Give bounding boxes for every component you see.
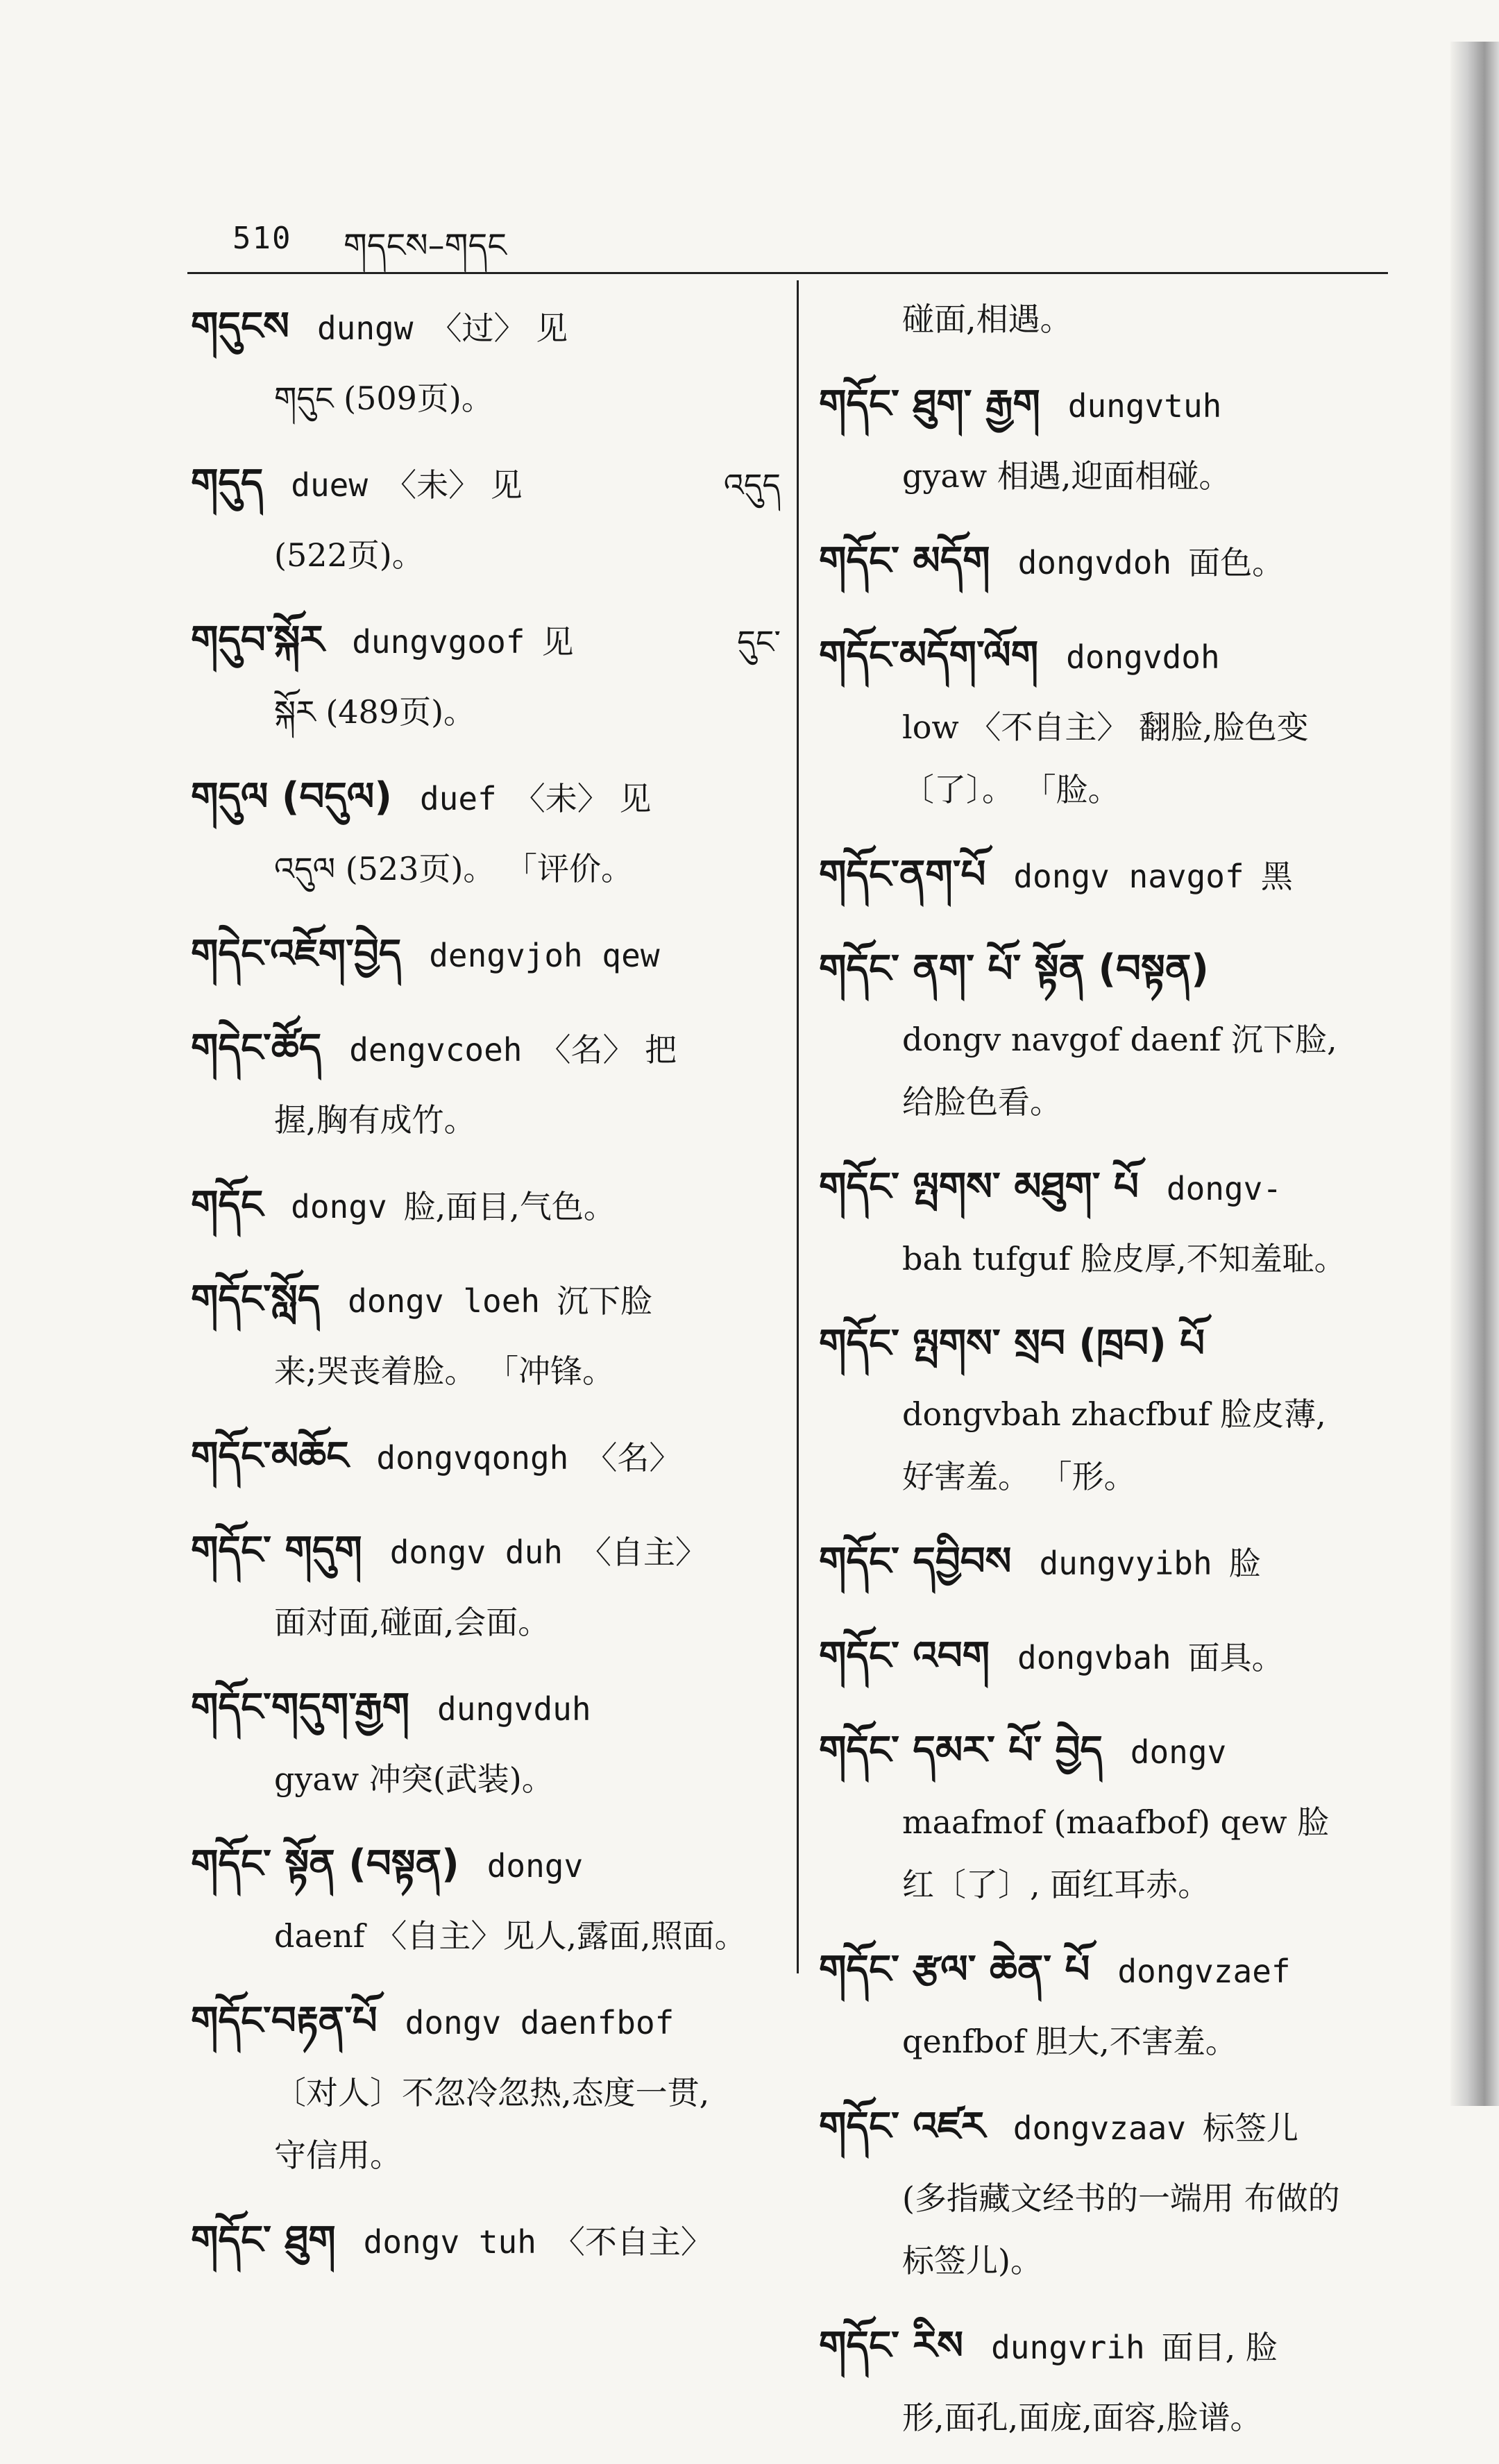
entry-headline — [819, 1148, 1395, 1227]
dictionary-entry — [191, 1166, 781, 1246]
column-divider — [797, 280, 799, 1973]
definition-continuation: (多指藏文经书的一端用 布做的 — [902, 2180, 1340, 2217]
dictionary-entry — [191, 1669, 781, 1810]
definition-continuation: 来;哭丧着脸。 「冲锋。 — [274, 1352, 615, 1390]
romanization: dongv navgof — [1013, 858, 1244, 895]
dictionary-entry — [819, 1148, 1395, 1290]
tibetan-headword: གདོང་ མདོག — [819, 538, 990, 584]
tibetan-headword: གདོང་ ལྤགས་ སྲབ (ཁྲབ) པོ — [819, 1321, 1205, 1366]
definition-continuation: གདུང (509页)。 — [274, 380, 493, 417]
entry-headline — [819, 1305, 1395, 1383]
definition-continuation: 握,胸有成竹。 — [274, 1101, 476, 1139]
definition-text: 〈名〉 — [585, 1439, 681, 1477]
romanization: dongvqongh — [376, 1439, 569, 1477]
tibetan-headword: གདོང་མདོག་ལོག — [819, 633, 1039, 678]
romanization: dongv loeh — [348, 1282, 541, 1320]
dictionary-entry — [191, 1826, 781, 1967]
tibetan-headword: གདོང་ ཐུག — [191, 2218, 336, 2263]
dictionary-entry — [191, 1982, 781, 2186]
tibetan-headword: གདེང་འཇོག་བྱེད — [191, 931, 402, 976]
definition-continuation: qenfbof 胆大,不害羞。 — [902, 2023, 1237, 2060]
definition-continuation: འདུལ (523页)。 「评价。 — [274, 850, 634, 887]
tibetan-headword: གདོང་ ཐུག་ རྒྱག — [819, 382, 1040, 427]
dictionary-entry — [191, 915, 781, 994]
romanization: dungw — [316, 309, 414, 347]
tibetan-headword: གདུལ (བདུལ) — [191, 774, 392, 819]
romanization: dongv tuh — [363, 2223, 536, 2261]
definition-continuation: 碰面,相遇。 — [902, 300, 1072, 338]
tibetan-headword: གདོང — [191, 1182, 264, 1227]
entry-headline — [819, 1617, 1395, 1697]
tibetan-headword: གདོང་ འཛར — [819, 2104, 985, 2149]
dictionary-entry — [819, 1931, 1395, 2073]
entry-headline — [191, 2202, 781, 2281]
definition-continuation: སྐོར (489页)。 — [274, 693, 476, 731]
dictionary-entry — [191, 1261, 781, 1402]
dictionary-entry — [819, 1712, 1395, 1916]
entry-headline — [819, 522, 1395, 602]
definition-text: 脸,面目,气色。 — [403, 1188, 616, 1225]
definition-continuation: 标签儿)。 — [902, 2242, 1042, 2279]
entry-headline — [191, 915, 781, 994]
romanization: dongv daenfbof — [405, 2004, 675, 2041]
dictionary-entry — [819, 1523, 1395, 1602]
romanization: dongvzaav — [1013, 2109, 1186, 2147]
dictionary-entry — [191, 602, 781, 743]
tibetan-headword: གདོང་ འབག — [819, 1633, 990, 1679]
tibetan-headword: གདོང་མཆོང — [191, 1434, 349, 1479]
definition-text: 脸 — [1228, 1545, 1261, 1582]
romanization: dongvdoh — [1066, 638, 1220, 676]
romanization: dungvgoof — [352, 623, 525, 661]
dictionary-entry — [819, 366, 1395, 507]
dictionary-entry — [819, 1305, 1395, 1508]
dictionary-entry — [819, 2088, 1395, 2292]
definition-continuation: 〔对人〕不忽冷忽热,态度一贯, — [274, 2074, 710, 2112]
tibetan-headword: གདོང་ རྩལ་ ཆེན་ པོ — [819, 1947, 1090, 1992]
definition-text: 〈未〉 见 — [384, 466, 523, 504]
entry-headline — [191, 1669, 781, 1748]
entry-headline — [191, 602, 781, 681]
tibetan-headword: གདུབ་སྐོར — [191, 618, 325, 663]
entry-headline — [819, 1931, 1395, 2010]
definition-continuation: 给脸色看。 — [902, 1083, 1062, 1121]
romanization: dongv — [486, 1847, 584, 1885]
dictionary-entry — [191, 758, 781, 900]
definition-continuation: gyaw 冲突(武装)。 — [274, 1760, 554, 1798]
cross-reference: དུང་ — [737, 623, 781, 661]
dictionary-entry — [191, 2202, 781, 2281]
definition-continuation: 面对面,碰面,会面。 — [274, 1604, 550, 1641]
romanization: dongvzaef — [1117, 1953, 1291, 1990]
dictionary-entry — [819, 836, 1395, 915]
definition-text: 标签儿 — [1203, 2109, 1298, 2147]
page-edge-shadow — [1450, 42, 1499, 2106]
tibetan-headword: གདོང་ དབྱིབས — [819, 1539, 1012, 1584]
entry-headline — [191, 1826, 781, 1905]
romanization: dongv- — [1166, 1170, 1282, 1207]
page-number: 510 — [232, 221, 292, 256]
definition-continuation: 红〔了〕, 面红耳赤。 — [902, 1866, 1210, 1903]
dictionary-entry — [819, 617, 1395, 821]
tibetan-headword: གདོང་ ནག་ པོ་ སྟོན (བསྟན) — [819, 946, 1209, 992]
romanization: dongv — [1130, 1733, 1227, 1771]
romanization: dengvjoh qew — [429, 937, 660, 974]
entry-headline — [191, 1512, 781, 1591]
entry-headline — [191, 1418, 781, 1497]
definition-continuation: 形,面孔,面庞,面容,脸谱。 — [902, 2399, 1262, 2436]
definition-continuation: 守信用。 — [274, 2136, 402, 2174]
entry-headline — [191, 1166, 781, 1246]
tibetan-headword: གདོང་སློད — [191, 1277, 321, 1322]
romanization: dongv duh — [389, 1533, 563, 1571]
romanization: dungvduh — [437, 1690, 591, 1728]
definition-text: 面色。 — [1188, 544, 1285, 581]
definition-text: 沉下脸 — [557, 1282, 653, 1320]
romanization: dungvyibh — [1039, 1545, 1212, 1582]
entry-headline — [819, 1523, 1395, 1602]
entry-headline — [191, 1982, 781, 2062]
tibetan-headword: གདེང་ཚོད — [191, 1026, 322, 1071]
definition-continuation: 〔了〕。 「脸。 — [902, 771, 1120, 808]
dictionary-entry — [191, 1512, 781, 1654]
dictionary-entry — [819, 1617, 1395, 1697]
entry-headline — [191, 1261, 781, 1340]
definition-continuation: dongvbah zhacfbuf 脸皮薄, — [902, 1395, 1326, 1433]
entry-headline — [191, 758, 781, 838]
tibetan-headword: གདོང་ རིས — [819, 2323, 964, 2368]
header-rule — [187, 272, 1388, 274]
definition-text: 面目, 脸 — [1161, 2329, 1278, 2366]
romanization: dongvbah — [1017, 1639, 1171, 1676]
dictionary-entry — [819, 2307, 1395, 2449]
running-header: གདངས–གདང — [344, 226, 507, 265]
definition-continuation: low 〈不自主〉 翻脸,脸色变 — [902, 708, 1309, 746]
dictionary-entry — [191, 445, 781, 586]
definition-text: 〈过〉 见 — [430, 309, 568, 347]
entry-headline — [819, 1712, 1395, 1791]
definition-text: 〈名〉 把 — [539, 1031, 677, 1069]
cross-reference: འདུད — [723, 466, 781, 504]
tibetan-headword: གདུངས — [191, 304, 289, 349]
definition-continuation: bah tufguf 脸皮厚,不知羞耻。 — [902, 1240, 1346, 1277]
definition-text: 黑 — [1260, 858, 1293, 895]
dictionary-entry — [819, 522, 1395, 602]
definition-text: 〈自主〉 — [579, 1533, 707, 1571]
entry-headline — [819, 366, 1395, 445]
definition-text: 见 — [541, 623, 574, 661]
romanization: dungvtuh — [1067, 387, 1222, 425]
dictionary-entry — [191, 288, 781, 430]
entry-headline — [819, 617, 1395, 696]
entry-headline — [819, 836, 1395, 915]
tibetan-headword: གདོང་ནག་པོ — [819, 852, 986, 897]
entry-headline — [191, 288, 781, 367]
entry-headline — [191, 445, 781, 524]
tibetan-headword: གདོང་ གདུག — [191, 1528, 362, 1573]
entry-headline — [819, 931, 1395, 1008]
romanization: dengvcoeh — [349, 1031, 523, 1069]
definition-text: 面具。 — [1187, 1639, 1284, 1676]
tibetan-headword: གདོང་གདུག་རྒྱག — [191, 1685, 409, 1730]
entry-headline — [191, 1010, 781, 1089]
left-column — [191, 288, 781, 2296]
definition-continuation: gyaw 相遇,迎面相碰。 — [902, 457, 1231, 495]
definition-continuation: dongv navgof daenf 沉下脸, — [902, 1021, 1337, 1058]
definition-continuation: (522页)。 — [274, 536, 424, 574]
dictionary-entry — [191, 1010, 781, 1151]
definition-continuation: maafmof (maafbof) qew 脸 — [902, 1803, 1330, 1841]
right-column — [819, 288, 1395, 2464]
definition-text: 〈未〉 见 — [513, 780, 652, 817]
dictionary-entry — [819, 931, 1395, 1133]
dictionary-entry — [191, 1418, 781, 1497]
tibetan-headword: གདོང་བརྟན་པོ — [191, 1998, 378, 2044]
definition-continuation: daenf 〈自主〉见人,露面,照面。 — [274, 1917, 747, 1955]
dictionary-entry — [819, 288, 1395, 350]
definition-continuation: 好害羞。 「形。 — [902, 1458, 1136, 1495]
entry-headline — [819, 2307, 1395, 2386]
tibetan-headword: གདོང་ སྟོན (བསྟན) — [191, 1842, 459, 1887]
tibetan-headword: གདོང་ ལྤགས་ མཐུག་ པོ — [819, 1164, 1139, 1209]
romanization: dongv — [291, 1188, 387, 1225]
tibetan-headword: གདོང་ དམར་ པོ་ བྱེད — [819, 1728, 1103, 1773]
romanization: duef — [419, 780, 497, 817]
romanization: dongvdoh — [1017, 544, 1172, 581]
romanization: duew — [291, 466, 369, 504]
romanization: dungvrih — [991, 2329, 1145, 2366]
entry-headline — [819, 2088, 1395, 2167]
definition-text: 〈不自主〉 — [552, 2223, 713, 2261]
tibetan-headword: གདུད — [191, 461, 264, 506]
